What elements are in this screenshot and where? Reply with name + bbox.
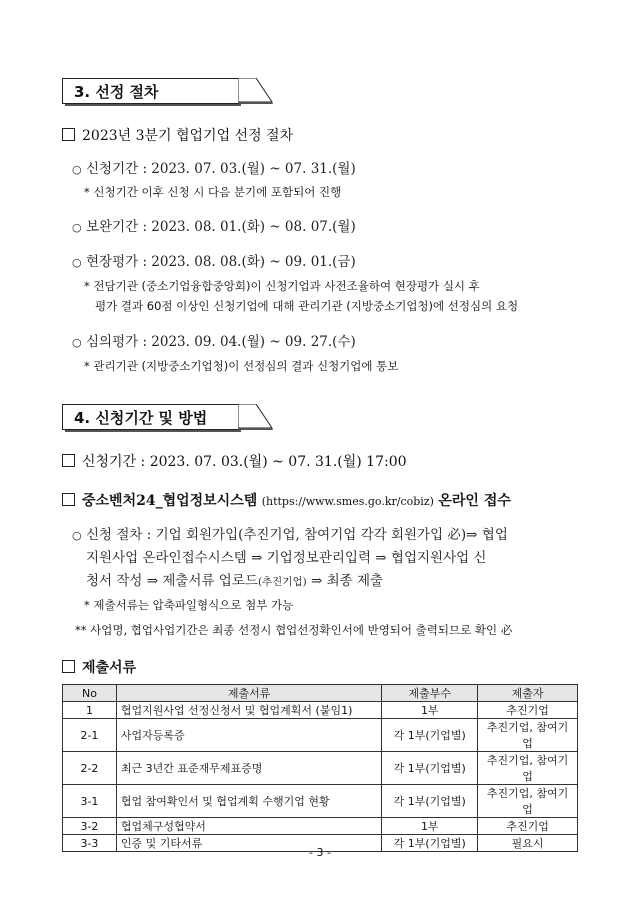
online-submission: 중소벤처24_협업정보시스템 (https://www.smes.go.kr/cobiz) 온라인 접수: [62, 490, 511, 510]
table-row: 2-2 최근 3년간 표준재무제표증명 각 1부(기업별) 추진기업, 참여기업: [63, 752, 578, 785]
section-4-header: [62, 404, 272, 430]
checkbox-square-icon: [62, 493, 75, 506]
documents-heading: 제출서류: [62, 657, 136, 677]
section-3-title: 3. 선정 절차: [74, 83, 159, 101]
submission-note: ** 사업명, 협업사업기간은 최종 선정시 협업선정확인서에 반영되어 출력되므로 확인 必: [75, 623, 513, 637]
table-row: 1 협업지원사업 선정신청서 및 협업계획서 (붙임1) 1부 추진기업: [63, 702, 578, 719]
table-header-row: [63, 685, 578, 702]
schedule-note: * 신청기간 이후 신청 시 다음 분기에 포함되어 진행: [84, 185, 342, 199]
procedure-line: 청서 작성 ⇒ 제출서류 업로드(추진기업) ⇒ 최종 제출: [86, 573, 384, 589]
column-header: 제출부수: [382, 685, 478, 702]
table-row: 3-2 협업체구성협약서 1부 추진기업: [63, 818, 578, 835]
schedule-item: ○ 보완기간 : 2023. 08. 01.(화) ~ 08. 07.(월): [72, 219, 356, 235]
table-row: 3-1 협업 참여확인서 및 협업계획 수행기업 현황 각 1부(기업별) 추진기업, 참여기업: [63, 785, 578, 818]
checkbox-square-icon: [62, 128, 75, 141]
submission-note: * 제출서류는 압축파일형식으로 첨부 가능: [84, 598, 294, 612]
schedule-item: ○ 심의평가 : 2023. 09. 04.(월) ~ 09. 27.(수): [72, 334, 356, 350]
section-3-heading: 2023년 3분기 협업기업 선정 절차: [62, 125, 293, 145]
table-row: 2-1 사업자등록증 각 1부(기업별) 추진기업, 참여기업: [63, 719, 578, 752]
system-url: (https://www.smes.go.kr/cobiz): [261, 495, 434, 508]
schedule-item: ○ 신청기간 : 2023. 07. 03.(월) ~ 07. 31.(월): [72, 161, 356, 177]
section-4-title: 4. 신청기간 및 방법: [74, 409, 208, 427]
circle-bullet-icon: ○: [72, 529, 82, 542]
schedule-note: * 전담기관 (중소기업융합중앙회)이 신청기업과 사전조율하여 현장평가 실시 후: [84, 279, 480, 293]
schedule-note: 평가 결과 60점 이상인 신청기업에 대해 관리기관 (지방중소기업청)에 선정심의 요청: [95, 299, 519, 313]
circle-bullet-icon: ○: [72, 256, 82, 269]
procedure-line: ○ 신청 절차 : 기업 회원가입(추진기업, 참여기업 각각 회원가입 必)⇒ 협업: [72, 527, 508, 543]
section-3-header: [62, 78, 272, 104]
section-header-tail: [238, 78, 274, 104]
page-number: - 3 -: [309, 846, 331, 859]
circle-bullet-icon: ○: [72, 163, 82, 176]
circle-bullet-icon: ○: [72, 221, 82, 234]
schedule-note: * 관리기관 (지방중소기업청)이 선정심의 결과 신청기업에 통보: [84, 359, 399, 373]
checkbox-square-icon: [62, 454, 75, 467]
column-header: 제출서류: [116, 685, 381, 702]
checkbox-square-icon: [62, 660, 75, 673]
circle-bullet-icon: ○: [72, 336, 82, 349]
application-period: 신청기간 : 2023. 07. 03.(월) ~ 07. 31.(월) 17:00: [62, 451, 407, 471]
column-header: 제출자: [478, 685, 578, 702]
procedure-line: 지원사업 온라인접수시스템 ⇒ 기업정보관리입력 ⇒ 협업지원사업 신: [86, 550, 487, 566]
schedule-item: ○ 현장평가 : 2023. 08. 08.(화) ~ 09. 01.(금): [72, 254, 356, 270]
column-header: No: [63, 685, 117, 702]
section-header-tail: [238, 404, 274, 430]
table-row: 3-3 인증 및 기타서류 각 1부(기업별) 필요시: [63, 835, 578, 852]
documents-table: [62, 684, 578, 852]
